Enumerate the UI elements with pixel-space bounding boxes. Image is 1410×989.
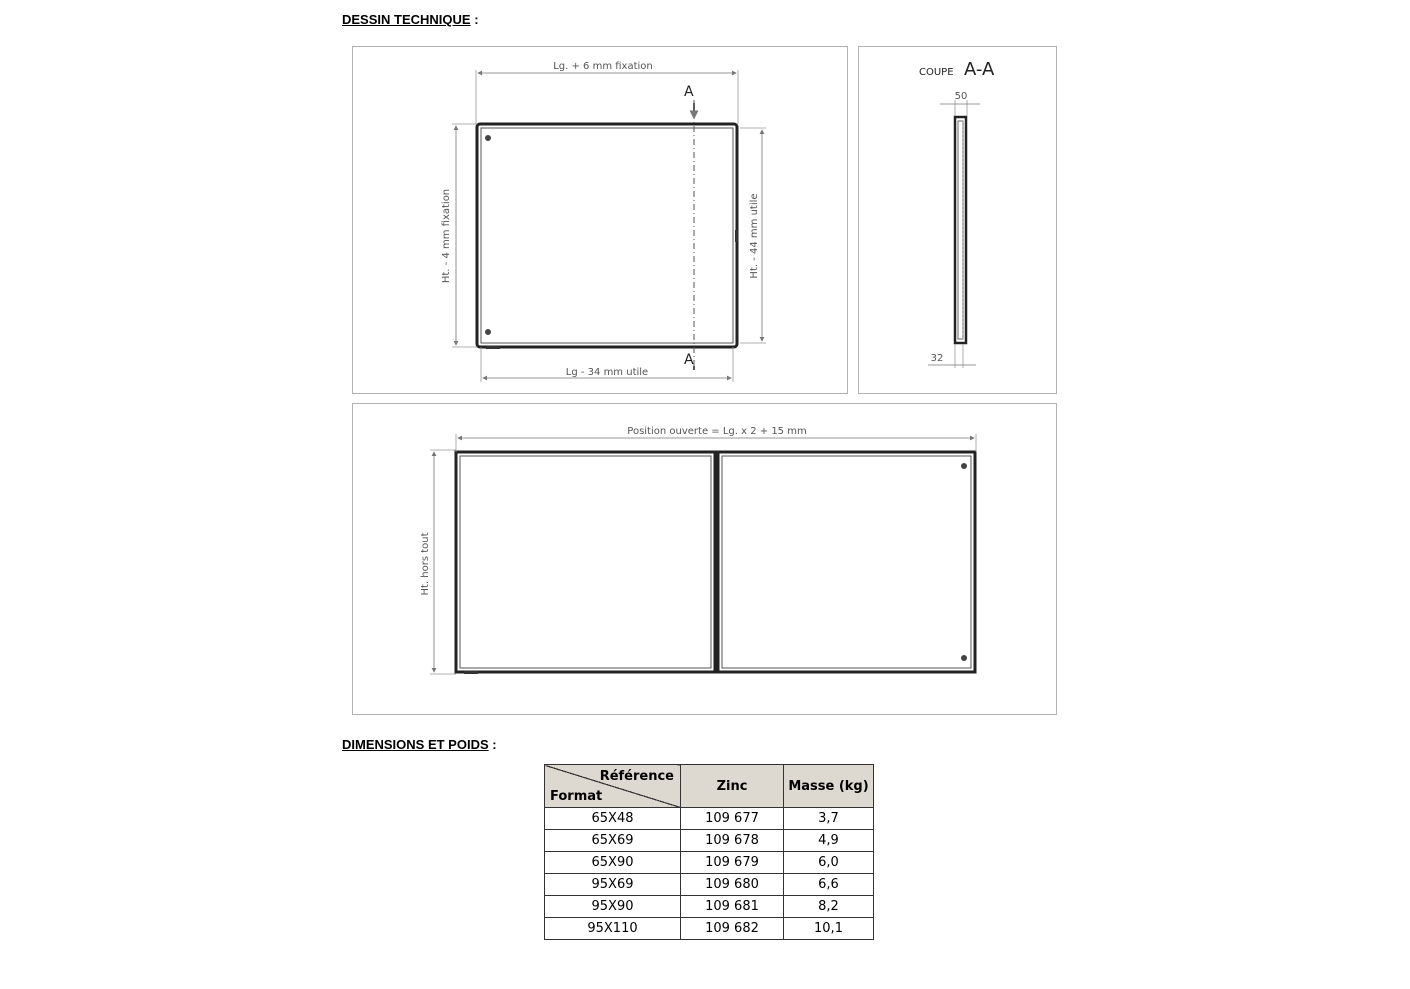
open-foot	[464, 671, 478, 674]
header-zinc: Zinc	[681, 765, 784, 808]
table-row	[545, 830, 874, 852]
table-row	[545, 808, 874, 830]
lock	[735, 230, 738, 242]
front-cabinet-outline	[477, 124, 737, 347]
header-format: Format	[550, 789, 603, 804]
front-bottom-dimension: Lg - 34 mm utile	[565, 367, 649, 378]
front-cabinet-inner	[481, 128, 733, 343]
section-label-small: COUPE	[919, 67, 954, 78]
section-top-dimension: 50	[954, 91, 968, 102]
front-view	[441, 61, 766, 382]
cell-masse: 4,9	[784, 830, 874, 852]
front-right-dimension: Ht. - 44 mm utile	[749, 193, 760, 279]
cell-format: 95X110	[545, 918, 681, 940]
cell-zinc: 109 682	[681, 918, 784, 940]
open-left-panel-outline	[456, 452, 715, 672]
cell-zinc: 109 677	[681, 808, 784, 830]
open-hinge-top	[961, 463, 967, 469]
heading-dimensions: DIMENSIONS ET POIDS :	[342, 737, 497, 752]
cell-masse: 8,2	[784, 896, 874, 918]
cell-format: 65X48	[545, 808, 681, 830]
cell-format: 65X90	[545, 852, 681, 874]
front-view-frame	[353, 47, 848, 394]
table-header-row	[545, 765, 874, 808]
header-masse: Masse (kg)	[784, 765, 874, 808]
table-row	[545, 918, 874, 940]
table-row	[545, 874, 874, 896]
front-top-dimension: Lg. + 6 mm fixation	[553, 61, 653, 72]
cell-zinc: 109 679	[681, 852, 784, 874]
open-right-panel-inner	[722, 456, 971, 668]
heading-dimensions-text: DIMENSIONS ET POIDS	[342, 737, 489, 752]
header-reference: Référence	[599, 769, 674, 784]
front-left-dimension: Ht. - 4 mm fixation	[441, 188, 452, 284]
hinge-bottom	[485, 329, 491, 335]
cell-zinc: 109 681	[681, 896, 784, 918]
table-row	[545, 896, 874, 918]
open-top-dimension: Position ouverte = Lg. x 2 + 15 mm	[627, 426, 807, 437]
open-hinge-bottom	[961, 655, 967, 661]
table-row	[545, 852, 874, 874]
section-label-big: A-A	[964, 59, 995, 80]
section-profile-inner	[958, 121, 963, 339]
cell-format: 95X69	[545, 874, 681, 896]
heading-technical-drawing: DESSIN TECHNIQUE :	[342, 12, 479, 27]
open-left-panel-inner	[460, 456, 711, 668]
cell-masse: 10,1	[784, 918, 874, 940]
dimensions-table	[544, 764, 874, 940]
front-foot	[486, 346, 500, 349]
section-bottom-dimension: 32	[930, 353, 944, 364]
cell-masse: 6,0	[784, 852, 874, 874]
section-profile-outer	[955, 117, 966, 343]
header-format-reference	[545, 765, 681, 808]
heading-technical-drawing-text: DESSIN TECHNIQUE	[342, 12, 471, 27]
cell-zinc: 109 678	[681, 830, 784, 852]
section-mark-bottom: A	[684, 352, 694, 368]
cell-zinc: 109 680	[681, 874, 784, 896]
open-right-panel-outline	[718, 452, 975, 672]
cell-masse: 3,7	[784, 808, 874, 830]
cell-masse: 6,6	[784, 874, 874, 896]
section-mark-top: A	[684, 84, 694, 100]
hinge-top	[485, 135, 491, 141]
cell-format: 95X90	[545, 896, 681, 918]
cell-format: 65X69	[545, 830, 681, 852]
open-left-dimension: Ht. hors tout	[420, 532, 431, 596]
open-view	[420, 426, 976, 674]
section-view	[919, 59, 995, 368]
